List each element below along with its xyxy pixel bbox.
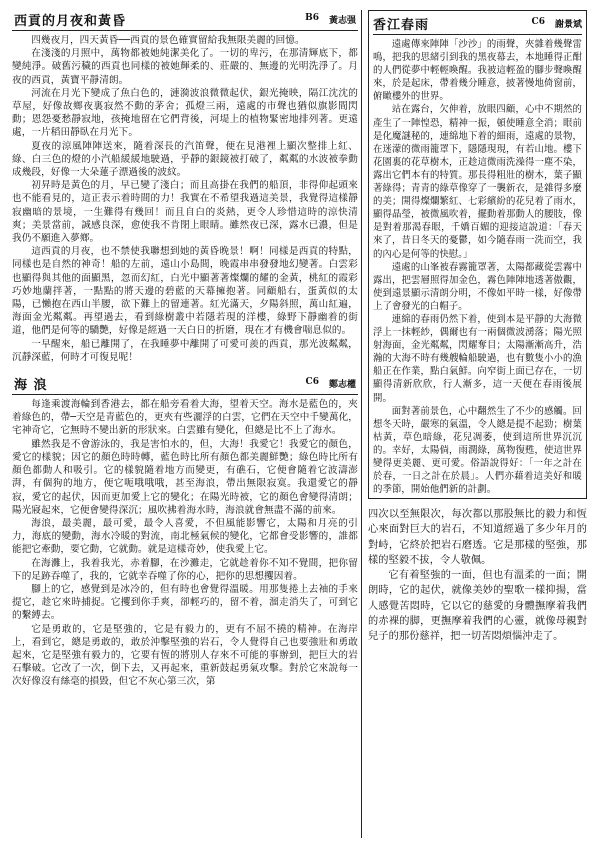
author-name: 黃志强 xyxy=(328,15,356,26)
article-header-spring xyxy=(373,14,582,35)
paragraph: 海浪，最美麗，最可愛，最令人喜愛，不但風能影響它，太陽和月亮的引力，海底的變動，海水冷暖的對流，南北極氣候的變化，它都會受影響的，誰都能把它牽動，要它動，它就動。就是這樣奇妙，使我愛上它。 xyxy=(12,517,358,556)
paragraph: 面對著前景色，心中翻然生了不少的感觸。回想冬天時，嚴寒的氣溫，令人總是提不起勁；樹葉枯黃，草色暗綠，花兒凋萎，使到這所世界沉沉的。幸好，太陽倘，雨潤綠，萬物復甦，使這世界變得更美麗、更可愛。俗語說得好：「一年之計在於春，一日之計在於晨」。人們亦藉着這美好和暖的季節，開始他們新的計劃。 xyxy=(373,405,582,496)
paragraph: 遠處的山峯被春霧籠罩著，太陽都藏從雲霧中露出，把雲層照得加金色，霧色陣陣地透著傲觀，使到遠景顯示清朗分明，不像如平時一樣，好像帶上了會發光的白帽子。 xyxy=(373,261,582,312)
paragraph: 腳上的它，感覺到是冰冷的，但有時也會覺得溫暖。用那隻捲上去袖的手來提它，趁它來時捕捉。它攫到你手爽，卻輕巧的，留不着，溜走消失了，可到它的繫縛去。 xyxy=(12,583,358,622)
section-code: C6 xyxy=(531,16,545,27)
left-column xyxy=(12,10,358,689)
article-body-spring xyxy=(373,35,582,496)
column-divider xyxy=(361,10,362,838)
article-header-sea xyxy=(12,374,358,395)
paragraph: 每逢乘渡海輪到香港去，都在船旁看着大海，望着天空。海水是藍色的，夾着綠色的，帶─天空是青藍色的，更夾有些灑浮的白雲，它們在天空中千變萬化，宅神奇它，它無時不變出新的形狀來。白雲雖有變化，但總是比不上了海水。 xyxy=(12,399,358,437)
paragraph: 站在露台，欠伸着，放眼四顧，心中不期然的產生了一陣惶恐，精神一振，頓使睡意全消；眼前是化魔謎秘的，連綿地下着的細雨，遠處的景物，在迷濛的微雨籠罩下，隱隱現現，有若山地。樓下花園裏的花草樹木，正趁這微雨洗澡得一塵不染，露出它們本有的特質。那長得粗壯的樹木，葉子顯著綠得；青青的綠草像穿了一襲新衣，是雜得多麼的美；開得燦爛繁紅、七彩繽紛的花兒着了雨水，顯得晶瑩，被微風吹着，擺動着那動人的腰肢，像是對着那渴春眼，千嬌百媚的迎接這說道：「春天來了，昔日冬天的憂鬱，如今隨春雨一洗而空，我的內心是何等的快慰。」 xyxy=(373,104,582,260)
article-title: 西貢的月夜和黃昏 xyxy=(14,13,127,29)
paragraph: 它有着堅強的一面，但也有溫柔的一面；開朗時，它的起伏，就像美妙的聖歌一樣抑揚，當人感覺苦悶時，它以它的慈愛的身體撫摩着我們的赤裸的脚，更撫摩着我們的心靈，就像母親對兒子的那份慈祥，把一切苦悶煩惱沖走了。 xyxy=(368,570,587,642)
section-code: C6 xyxy=(305,376,319,387)
article-box-spring xyxy=(368,10,587,499)
paragraph: 在海灘上，我着我光，赤着腳，在沙灘走，它就趁着你不知不覺間，把你留下的足跡吞噬了，我的，它就幸吞噬了你的心，把你的思想攫因着。 xyxy=(12,557,358,582)
paragraph: 連綿的春雨仍然下着，使到本是平靜的大海微浮上一抹輕紗，偶爾也有一兩個微波湧落；陽光照射海面，金光粼粼，閃耀奪目；太陽漸漸高升，浩瀚的大海不時有幾艘輪船駛過，也有數隻小小的漁船正在作業，點白氣鮮。向窄街上面已存在，一切顯得清新欣欣，行人漸多，這一天便在春雨後展開。 xyxy=(373,313,582,404)
sea-article-continuation xyxy=(368,507,587,644)
paragraph: 這西貢的月夜，也不禁使我聯想到她的黃昏晚景！啊！同樣是西貢的特點，同樣也是自然的神奇！船的左前，遠山小島間，晚霞串串發發地幻變著。白雲彩也顯得與其他的面顯黑，忽而幻紅，白光中顯著著燦爛的耀的金黃，桃紅的霞彩巧妙地蘭拌著，一點點的將天邊的碧藍的天幕擁抱著。同顧船右，蛋黃似的太陽，已懶抱在西山半腰，欲下難上的留連著。紅光滿天，夕陽斜照，萬山紅遍，海面金光粼粼。再望過去，看到綠樹叢中若隱若現的洋樓，綠野下靜幽着的街道，他們是何等的驕艷，好像是經過一天白日的折磨，現在才有機會喘息似的。 xyxy=(12,246,358,337)
article-body-moon xyxy=(12,31,358,364)
paragraph: 四次以至無限次，每次都以那股無比的毅力和恆心來面對巨大的岩石，不知道經過了多少年月的對峙，它終於把岩石磨透。它是那樣的堅強，那樣的堅毅不拔，令人敬佩。 xyxy=(368,509,587,566)
article-header-moon xyxy=(12,10,358,31)
author-name: 謝景斌 xyxy=(554,19,582,30)
paragraph: 一早醒來，船已離開了，在我睡夢中離開了可愛可羨的西貢，那光波粼粼，沉靜深藍，何時才可復見呢！ xyxy=(12,338,358,363)
paragraph: 在淺淺的月照中，萬物都被她純潔美化了。一切的卑污，在那清輝底下，都變純淨。破舊污穢的西貢也同樣的被她輝柔的、莊嚴的、無邊的光明洗淨了。月夜的西貢，黃寶平靜清朗。 xyxy=(12,48,358,86)
paragraph: 初昇時是黃色的月，早已變了淺白；而且高掛在我們的船頂，非得仰起頭來也不能看見的，這正表示着時間的力！我實在不希望我過這美景，我覺得這樣靜寂幽暗的景境，一生難得有幾回！而且自白的炎熱，更令人珍惜這時的涼快清爽；美景當前，誠感良深，愈使我不肯閉上眼睛。雖然夜已深，露水已濃，但是我仍不願進入夢鄉。 xyxy=(12,180,358,245)
right-column xyxy=(368,10,587,644)
article-title: 海 浪 xyxy=(14,377,48,393)
paragraph: 它是勇敢的，它是堅強的，它是有毅力的，更有不屈不撓的精神。在海岸上，看到它，總是勇敢的，敢於沖擊堅強的岩石，令人覺得自己也要強壯和勇敢起來，它是堅強有毅力的，它要有恆的將別人存來不可能的事辦到，把巨大的岩石擊破。它改了一次，倒下去，又再起來，重新鼓起勇氣攻擊。對於它來說每一次好像沒有絲毫的損毀，但它不灰心第三次，第 xyxy=(12,623,358,688)
article-body-sea xyxy=(12,395,358,688)
paragraph: 河流在月光下變成了魚白色的，漣漪波浪微微起伏，銀光掩映，隔江沈沈的草屋，好像故鄉夜裏寂然不動的茅舍；孤燈三兩，遠處的市聲也猶似旗影間閃動；恩怨憂愁靜寂地，孩掩地留在它們背後，河堤上的植物緊密地排列著。更遠處，一片稻田靜臥在月光下。 xyxy=(12,87,358,139)
paragraph: 雖然我是不會游泳的，我是害怕水的，但，大海！我愛它！我愛它的顏色，愛它的樣貌；因它的顏色時時轉，藍色時比所有顏色都美麗鮮艷；綠色時比所有顏色都動人和吸引。它的樣貌隨着地方而變更，有礁石，它便會隨着它波濤澎湃，有個狗的地方，便它呃哦哦哦，甚至海浪，帶出無限寂寞。我還愛它的靜寂，愛它的起伏，因而更加愛上它的變化；在陽光時被，它的顏色會變得清朗；陽光寢起來，它便會變得深沉；風吹拂着海水時，海浪就會無盡不滿的前來。 xyxy=(12,438,358,516)
paragraph: 四幾夜月，四天黃昏──西貢的景色確實留給我無限美麗的回憶。 xyxy=(31,35,305,46)
paragraph: 夏夜的涼風陣陣送來，隨着深長的汽笛聲，便在見港裡上顯次整排上紅、綠、白三色的燈的小汽船緩緩地駛過，乎靜的銀鏡被打破了，粼粼的水波被拳動成幾段，好像一大朵蓮子漂過後的波紋。 xyxy=(12,140,358,179)
article-title: 香江春雨 xyxy=(373,17,430,33)
author-name: 鄭志權 xyxy=(328,379,356,390)
paragraph: 遠處傳來陣陣「沙沙」的雨聲，夾雜着幾聲雷鳴，把我的思緒引到我的黑夜幕去，本地睡得正酣的人們從夢中輕輕喚醒。我被這輕盈的腳步聲喚醒來，於是起床，帶着幾分睡意，披著慢地倚窗前，俯瞰樓外的世界。 xyxy=(373,39,582,103)
section-code: B6 xyxy=(305,12,319,23)
